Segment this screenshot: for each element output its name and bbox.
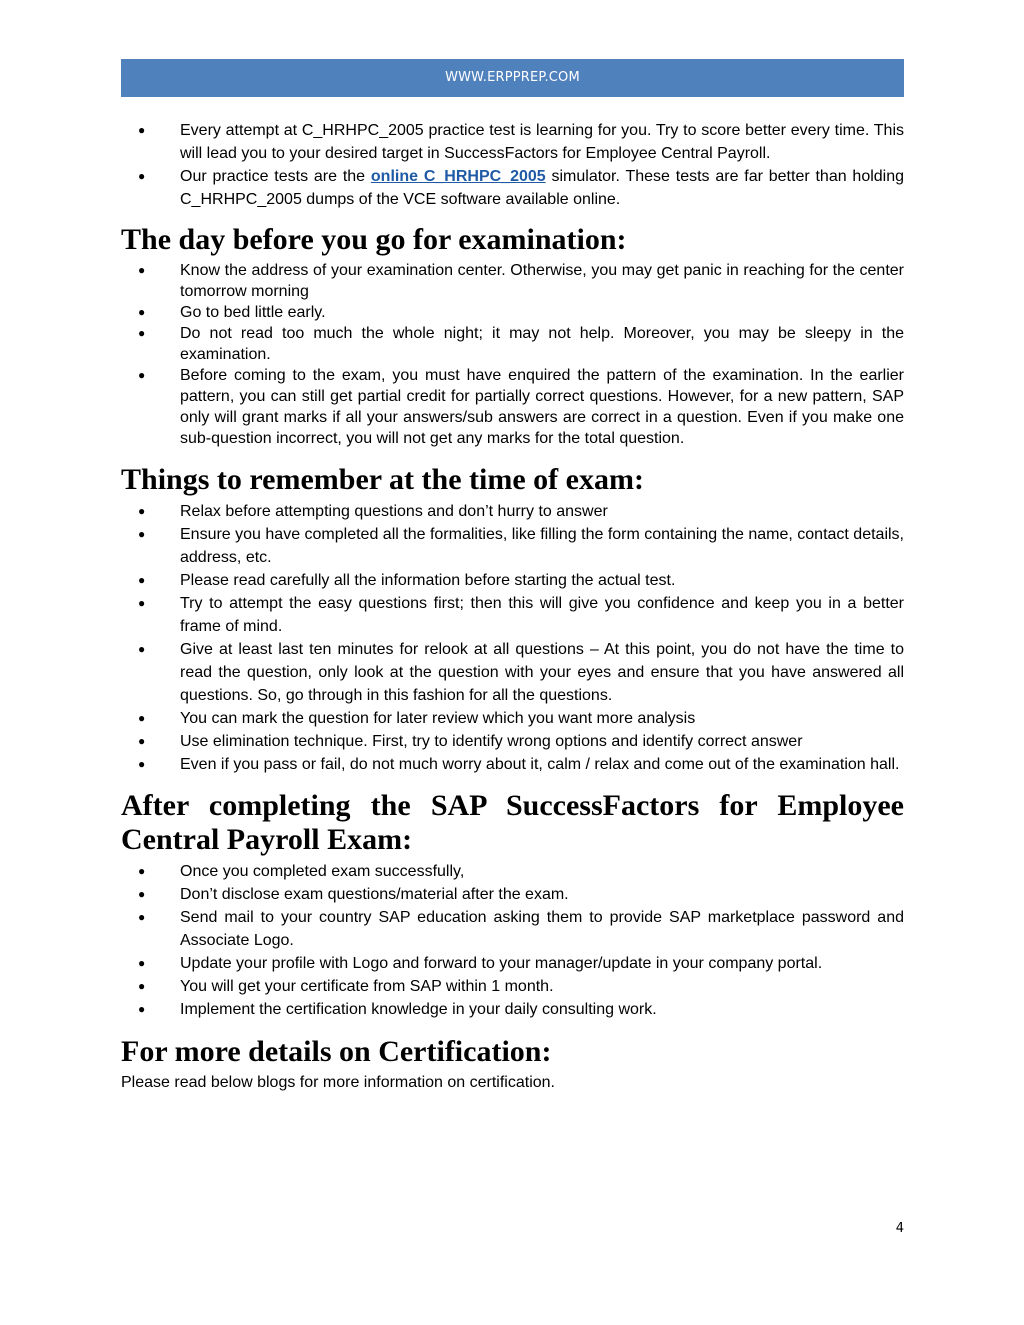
list-item: ● Use elimination technique. First, try to identify wrong options and identify correct answer <box>121 730 904 753</box>
section-heading-after: After completing the SAP SuccessFactors for Employee Central Payroll Exam: <box>121 789 904 856</box>
list-item: ● Know the address of your examination center. Otherwise, you may get panic in reaching for the center tomorrow morning <box>121 260 904 302</box>
list-item: ● You will get your certificate from SAP within 1 month. <box>121 975 904 998</box>
list-item: ● Every attempt at C_HRHPC_2005 practice test is learning for you. Try to score better every time. This will lead you to your desired target in SuccessFactors for Employee Central Payroll. <box>121 119 904 165</box>
list-item: ● Relax before attempting questions and don’t hurry to answer <box>121 500 904 523</box>
document-body <box>121 119 904 1094</box>
list-item-text: Our practice tests are the <box>180 168 371 185</box>
list-item-text: simulator. These tests are far better than holding C_HRHPC_2005 dumps of the VCE software available online. <box>180 168 905 208</box>
after-list <box>121 860 904 1021</box>
intro-list <box>121 119 904 211</box>
list-item <box>121 165 904 211</box>
list-item: ● Try to attempt the easy questions first; then this will give you confidence and keep you in a better frame of mind. <box>121 592 904 638</box>
page-number: 4 <box>895 1221 904 1236</box>
list-item: ● Once you completed exam successfully, <box>121 860 904 883</box>
list-item: ● Update your profile with Logo and forward to your manager/update in your company portal. <box>121 952 904 975</box>
remember-list <box>121 500 904 776</box>
page-header: WWW.ERPPREP.COM <box>121 59 904 97</box>
list-item: ● Ensure you have completed all the formalities, like filling the form containing the name, contact details, address, etc. <box>121 523 904 569</box>
day-before-list <box>121 260 904 449</box>
list-item: ● You can mark the question for later review which you want more analysis <box>121 707 904 730</box>
section-heading-remember: Things to remember at the time of exam: <box>121 463 644 496</box>
list-item: ● Even if you pass or fail, do not much worry about it, calm / relax and come out of the examination hall. <box>121 753 904 776</box>
section-heading-details: For more details on Certification: <box>121 1035 552 1068</box>
details-text: Please read below blogs for more information on certification. <box>121 1074 555 1091</box>
list-item: ● Please read carefully all the information before starting the actual test. <box>121 569 904 592</box>
list-item: ● Before coming to the exam, you must have enquired the pattern of the examination. In the earlier pattern, you can still get partial credit for partially correct questions. However, for a new pattern, SAP only will grant marks if all your answers/sub answers are correct in a question. Even if you make one sub-question incorrect, you will not get any marks for the total question. <box>121 365 904 449</box>
list-item: ● Give at least last ten minutes for relook at all questions – At this point, you do not have the time to read the question, only look at the question with your eyes and ensure that you have answered all questions. So, go through in this fashion for all the questions. <box>121 638 904 707</box>
list-item: ● Do not read too much the whole night; it may not help. Moreover, you may be sleepy in the examination. <box>121 323 904 365</box>
list-item: ● Don’t disclose exam questions/material after the exam. <box>121 883 904 906</box>
list-item: ● Send mail to your country SAP education asking them to provide SAP marketplace password and Associate Logo. <box>121 906 904 952</box>
simulator-link[interactable]: online C_HRHPC_2005 <box>370 168 546 185</box>
list-item: ● Go to bed little early. <box>121 302 904 323</box>
list-item: ● Implement the certification knowledge in your daily consulting work. <box>121 998 904 1021</box>
section-heading-day-before: The day before you go for examination: <box>121 223 627 256</box>
